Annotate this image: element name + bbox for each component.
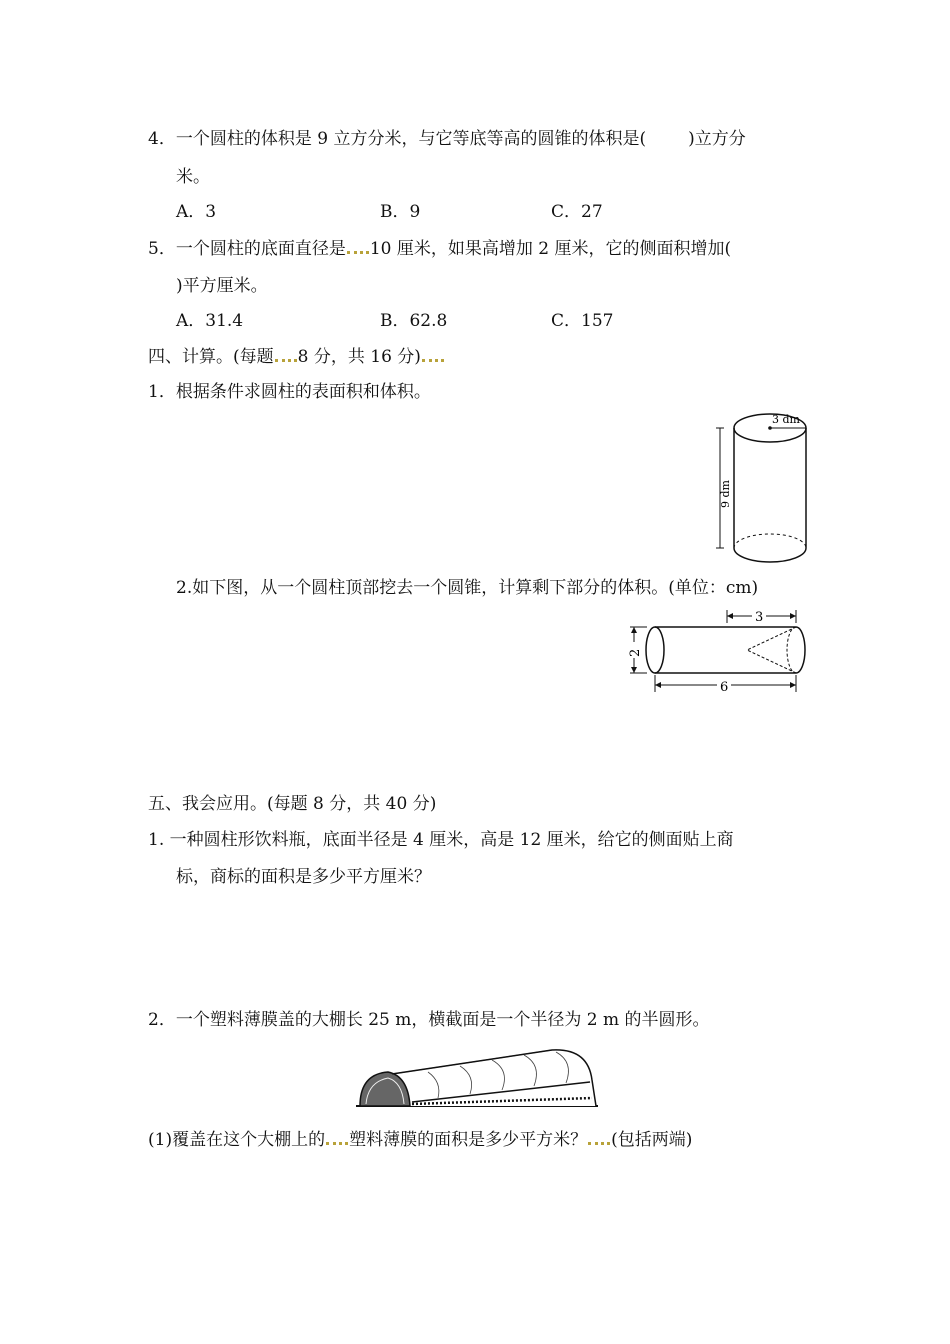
section5-title: 五、我会应用。(每题 8 分，共 40 分) [148,794,437,814]
q4-text-b: )立方分 [688,129,746,149]
section5-q1-line2: 标，商标的面积是多少平方厘米？ [176,867,431,887]
q4-option-b: B．9 [380,202,421,222]
section4-title [148,347,445,367]
q4-line2: 米。 [176,167,210,187]
highlight-mark [347,248,369,254]
q5-text-b: 10 厘米，如果高增加 2 厘米，它的侧面积增加( [369,239,732,259]
radius-label: 3 dm [772,413,800,426]
section5-q2-sub1 [148,1130,692,1150]
q5-option-c: C．157 [551,311,614,331]
highlight-mark [422,356,444,362]
q4-line1 [148,129,746,149]
section5-q2: 2．一个塑料薄膜盖的大棚长 25 m，横截面是一个半径为 2 m 的半圆形。 [148,1010,710,1030]
left-end [646,627,664,673]
height-label: 9 dm [719,480,732,508]
diameter-label: 2 [628,648,643,657]
right-end-back [787,627,796,673]
section5-q1-line1: 1. 一种圆柱形饮料瓶，底面半径是 4 厘米，高是 12 厘米，给它的侧面贴上商 [148,830,734,850]
cone-edge-top [747,627,796,650]
q5-line1 [148,239,731,259]
q2-sub1-c: (包括两端) [611,1130,693,1150]
q5-line2: )平方厘米。 [176,276,268,296]
highlight-mark [588,1139,610,1145]
greenhouse-image [352,1040,602,1112]
cylinder-figure [710,408,815,568]
q5-option-b: B．62.8 [380,311,448,331]
cylinder-bottom [734,548,806,562]
section4-title-b: 8 分，共 16 分) [297,347,421,367]
q2-sub1-a: (1)覆盖在这个大棚上的 [148,1130,326,1150]
section4-q2: 2.如下图，从一个圆柱顶部挖去一个圆锥，计算剩下部分的体积。(单位：cm) [176,578,759,598]
section4-q1: 1．根据条件求圆柱的表面积和体积。 [148,382,431,402]
q4-option-c: C．27 [551,202,603,222]
q2-sub1-b: 塑料薄膜的面积是多少平方米？ [349,1130,588,1150]
cone-label: 3 [755,610,764,625]
section4-title-a: 四、计算。(每题 [148,347,274,367]
q5-text-a: 5．一个圆柱的底面直径是 [148,239,346,259]
cylinder-bottom-hidden [734,534,806,548]
q5-option-a: A．31.4 [176,311,244,331]
cylinder-cone-figure [625,605,810,697]
highlight-mark [326,1139,348,1145]
q4-text-a: 4．一个圆柱的体积是 9 立方分米，与它等底等高的圆锥的体积是( [148,129,647,149]
q4-option-a: A．3 [176,202,217,222]
right-end-front [796,627,805,673]
highlight-mark [275,356,297,362]
length-label: 6 [720,680,729,695]
